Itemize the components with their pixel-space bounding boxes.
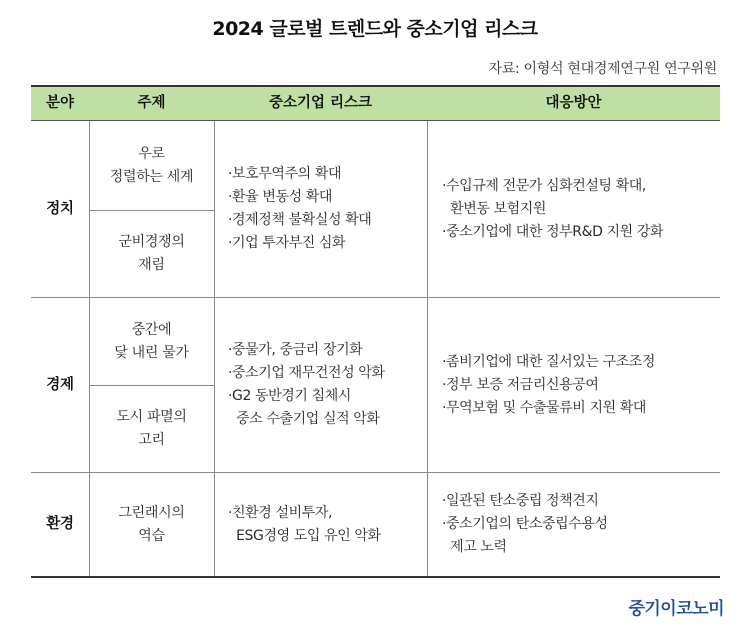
risk-item: ·보호무역주의 확대 <box>228 166 342 182</box>
risk-table <box>31 85 720 578</box>
column-divider <box>214 121 215 576</box>
header-topic: 주제 <box>137 95 166 111</box>
response-item: ·정부 보증 저금리신용공여 <box>442 376 599 393</box>
response-item: 제고 노력 <box>442 539 507 555</box>
response-list <box>442 121 717 297</box>
risk-item: ·기업 투자부진 심화 <box>228 235 346 251</box>
response-list <box>442 473 717 576</box>
response-item: ·수입규제 전문가 심화컨설팅 확대, <box>442 177 646 194</box>
response-item: ·무역보험 및 수출물류비 지원 확대 <box>442 399 646 416</box>
topic-cell: 도시 파멸의 고리 <box>116 409 187 448</box>
risk-list <box>228 473 424 576</box>
risk-item: ·경제정책 불확실성 확대 <box>228 212 372 228</box>
response-item: ·좀비기업에 대한 질서있는 구조조정 <box>442 353 656 370</box>
header-field: 분야 <box>45 95 74 111</box>
publisher-logo: 중기이코노미 <box>628 599 724 619</box>
response-item: 환변동 보험지원 <box>442 200 547 217</box>
topic-cell: 군비경쟁의 재림 <box>118 234 185 273</box>
topic-cell: 우로 정렬하는 세계 <box>109 145 194 185</box>
risk-item: 중소 수출기업 실적 악화 <box>228 411 380 427</box>
response-list <box>442 298 717 472</box>
response-item: ·중소기업의 탄소중립수용성 <box>442 516 608 532</box>
risk-item: ·중물가, 중금리 장기화 <box>228 342 363 358</box>
response-item: ·일관된 탄소중립 정책견지 <box>442 493 599 509</box>
field-environment: 환경 <box>46 516 74 532</box>
risk-item: ·친환경 설비투자, <box>228 504 333 521</box>
table-header-row <box>31 87 720 121</box>
risk-item: ·환율 변동성 확대 <box>228 189 333 205</box>
field-politics: 정치 <box>46 200 74 217</box>
header-risk: 중소기업 리스크 <box>268 95 373 111</box>
risk-item: ESG경영 도입 유인 악화 <box>228 527 381 544</box>
column-divider <box>427 121 428 576</box>
source-note: 자료: 이형석 현대경제연구원 연구위원 <box>488 61 717 77</box>
header-response: 대응방안 <box>545 95 602 111</box>
topic-cell: 그린래시의 역습 <box>118 504 185 544</box>
page-title: 2024 글로벌 트렌드와 중소기업 리스크 <box>212 18 538 40</box>
response-item: ·중소기업에 대한 정부R&D 지원 강화 <box>442 223 664 240</box>
risk-list <box>228 298 424 472</box>
table-bottom-rule <box>31 576 720 578</box>
risk-list <box>228 121 424 297</box>
topic-cell: 중간에 닻 내린 물가 <box>114 321 189 361</box>
risk-item: ·G2 동반경기 침체시 <box>228 388 351 404</box>
risk-item: ·중소기업 재무건전성 악화 <box>228 365 385 381</box>
field-economy: 경제 <box>46 376 74 393</box>
